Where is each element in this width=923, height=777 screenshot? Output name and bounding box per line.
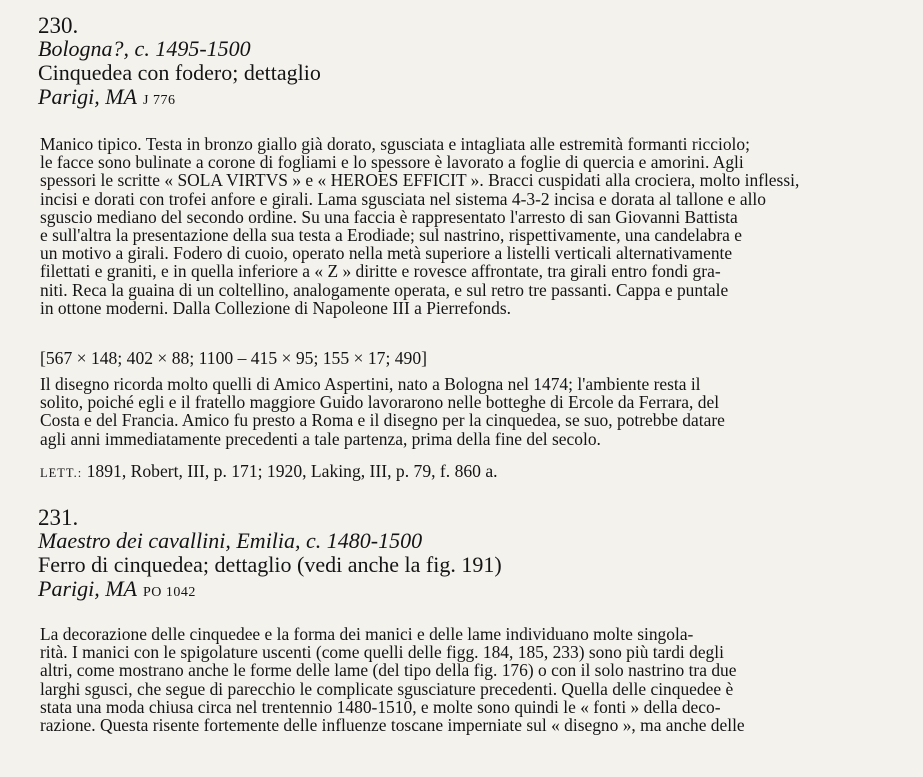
catalog-entry-230 — [38, 14, 898, 113]
entry-title: Cinquedea con fodero; dettaglio — [38, 60, 321, 85]
inventory-number: J 776 — [143, 93, 176, 108]
commentary-line: solito, poiché egli e il fratello maggiore Guido lavorarono nelle botteghe di Ercole da Ferrara, del — [40, 392, 720, 413]
entry-origin: Bologna?, c. 1495-1500 — [38, 36, 251, 61]
inventory-number: PO 1042 — [143, 585, 196, 600]
description-line: le facce sono bulinate a corone di fogliami e lo spessore è lavorato a foglie di quercia e amorini. Agli — [40, 152, 744, 173]
entry-origin: Maestro dei cavallini, Emilia, c. 1480-1500 — [38, 528, 423, 553]
location-name: Parigi, MA — [38, 576, 137, 601]
description-line: rità. I manici con le spigolature uscenti (come quelli delle figg. 184, 185, 233) sono più tardi degli — [40, 642, 724, 663]
description-line: sguscio mediano del secondo ordine. Su una faccia è rappresentato l'arresto di san Giovanni Battista — [40, 206, 738, 227]
entry-231-description — [40, 625, 900, 734]
entry-230-description — [40, 135, 900, 317]
description-line: Manico tipico. Testa in bronzo giallo già dorato, sgusciata e intagliata alle estremità formanti ricciolo; — [40, 134, 750, 154]
catalog-entry-231 — [38, 506, 898, 605]
description-line: filettati e graniti, e in quella inferiore a « Z » diritte e rovesce affrontate, tra girali entro fondi gra- — [40, 261, 721, 282]
description-line: in ottone moderni. Dalla Collezione di Napoleone III a Pierrefonds. — [40, 297, 511, 318]
description-line: un motivo a girali. Fodero di cuoio, operato nella metà superiore a listelli verticali alternativamente — [40, 243, 733, 264]
description-line: e sull'altra la presentazione della sua testa a Erodiade; sul nastrino, rispettivamente, una candelabra e — [40, 225, 743, 246]
entry-230-literature — [40, 462, 498, 482]
entry-number: 231. — [38, 505, 79, 530]
description-line: razione. Questa risente fortemente delle influenze toscane imperniate sul « disegno », ma anche delle — [40, 715, 745, 736]
description-line: larghi sgusci, che segue di parecchio le complicate sgusciature precedenti. Quella delle cinquedee è — [40, 678, 734, 699]
description-line: incisi e dorati con trofei anfore e girali. Lama sgusciata nel sistema 4-3-2 incisa e dorata al tallone e allo — [40, 188, 766, 209]
literature-label: LETT.: — [40, 466, 83, 480]
commentary-line: Il disegno ricorda molto quelli di Amico Aspertini, nato a Bologna nel 1474; l'ambiente resta il — [40, 374, 701, 394]
entry-title: Ferro di cinquedea; dettaglio (vedi anche la fig. 191) — [38, 552, 502, 577]
location-name: Parigi, MA — [38, 84, 137, 109]
description-line: stata una moda chiusa circa nel trentennio 1480-1510, e molte sono quindi le « fonti » della deco- — [40, 696, 721, 717]
description-line: La decorazione delle cinquedee e la forma dei manici e delle lame individuano molte singola- — [40, 624, 694, 644]
entry-230-measurements: [567 × 148; 402 × 88; 1100 – 415 × 95; 155 × 17; 490] — [40, 348, 427, 368]
entry-location — [38, 85, 898, 113]
entry-number: 230. — [38, 13, 79, 38]
commentary-line: Costa e del Francia. Amico fu presto a Roma e il disegno per la cinquedea, se suo, potrebbe datare — [40, 410, 725, 431]
commentary-line: agli anni immediatamente precedenti a tale partenza, prima della fine del secolo. — [40, 428, 601, 449]
entry-230-commentary — [40, 375, 900, 448]
entry-location — [38, 577, 898, 605]
description-line: altri, come mostrano anche le forme delle lame (del tipo della fig. 176) o con il solo nastrino tra due — [40, 660, 737, 681]
description-line: spessori le scritte « SOLA VIRTVS » e « HEROES EFFICIT ». Bracci cuspidati alla crociera, molto inflessi, — [40, 170, 800, 191]
description-line: niti. Reca la guaina di un coltellino, analogamente operata, e sul retro tre passanti. Cappa e puntale — [40, 279, 729, 300]
literature-text: 1891, Robert, III, p. 171; 1920, Laking, III, p. 79, f. 860 a. — [86, 461, 498, 481]
